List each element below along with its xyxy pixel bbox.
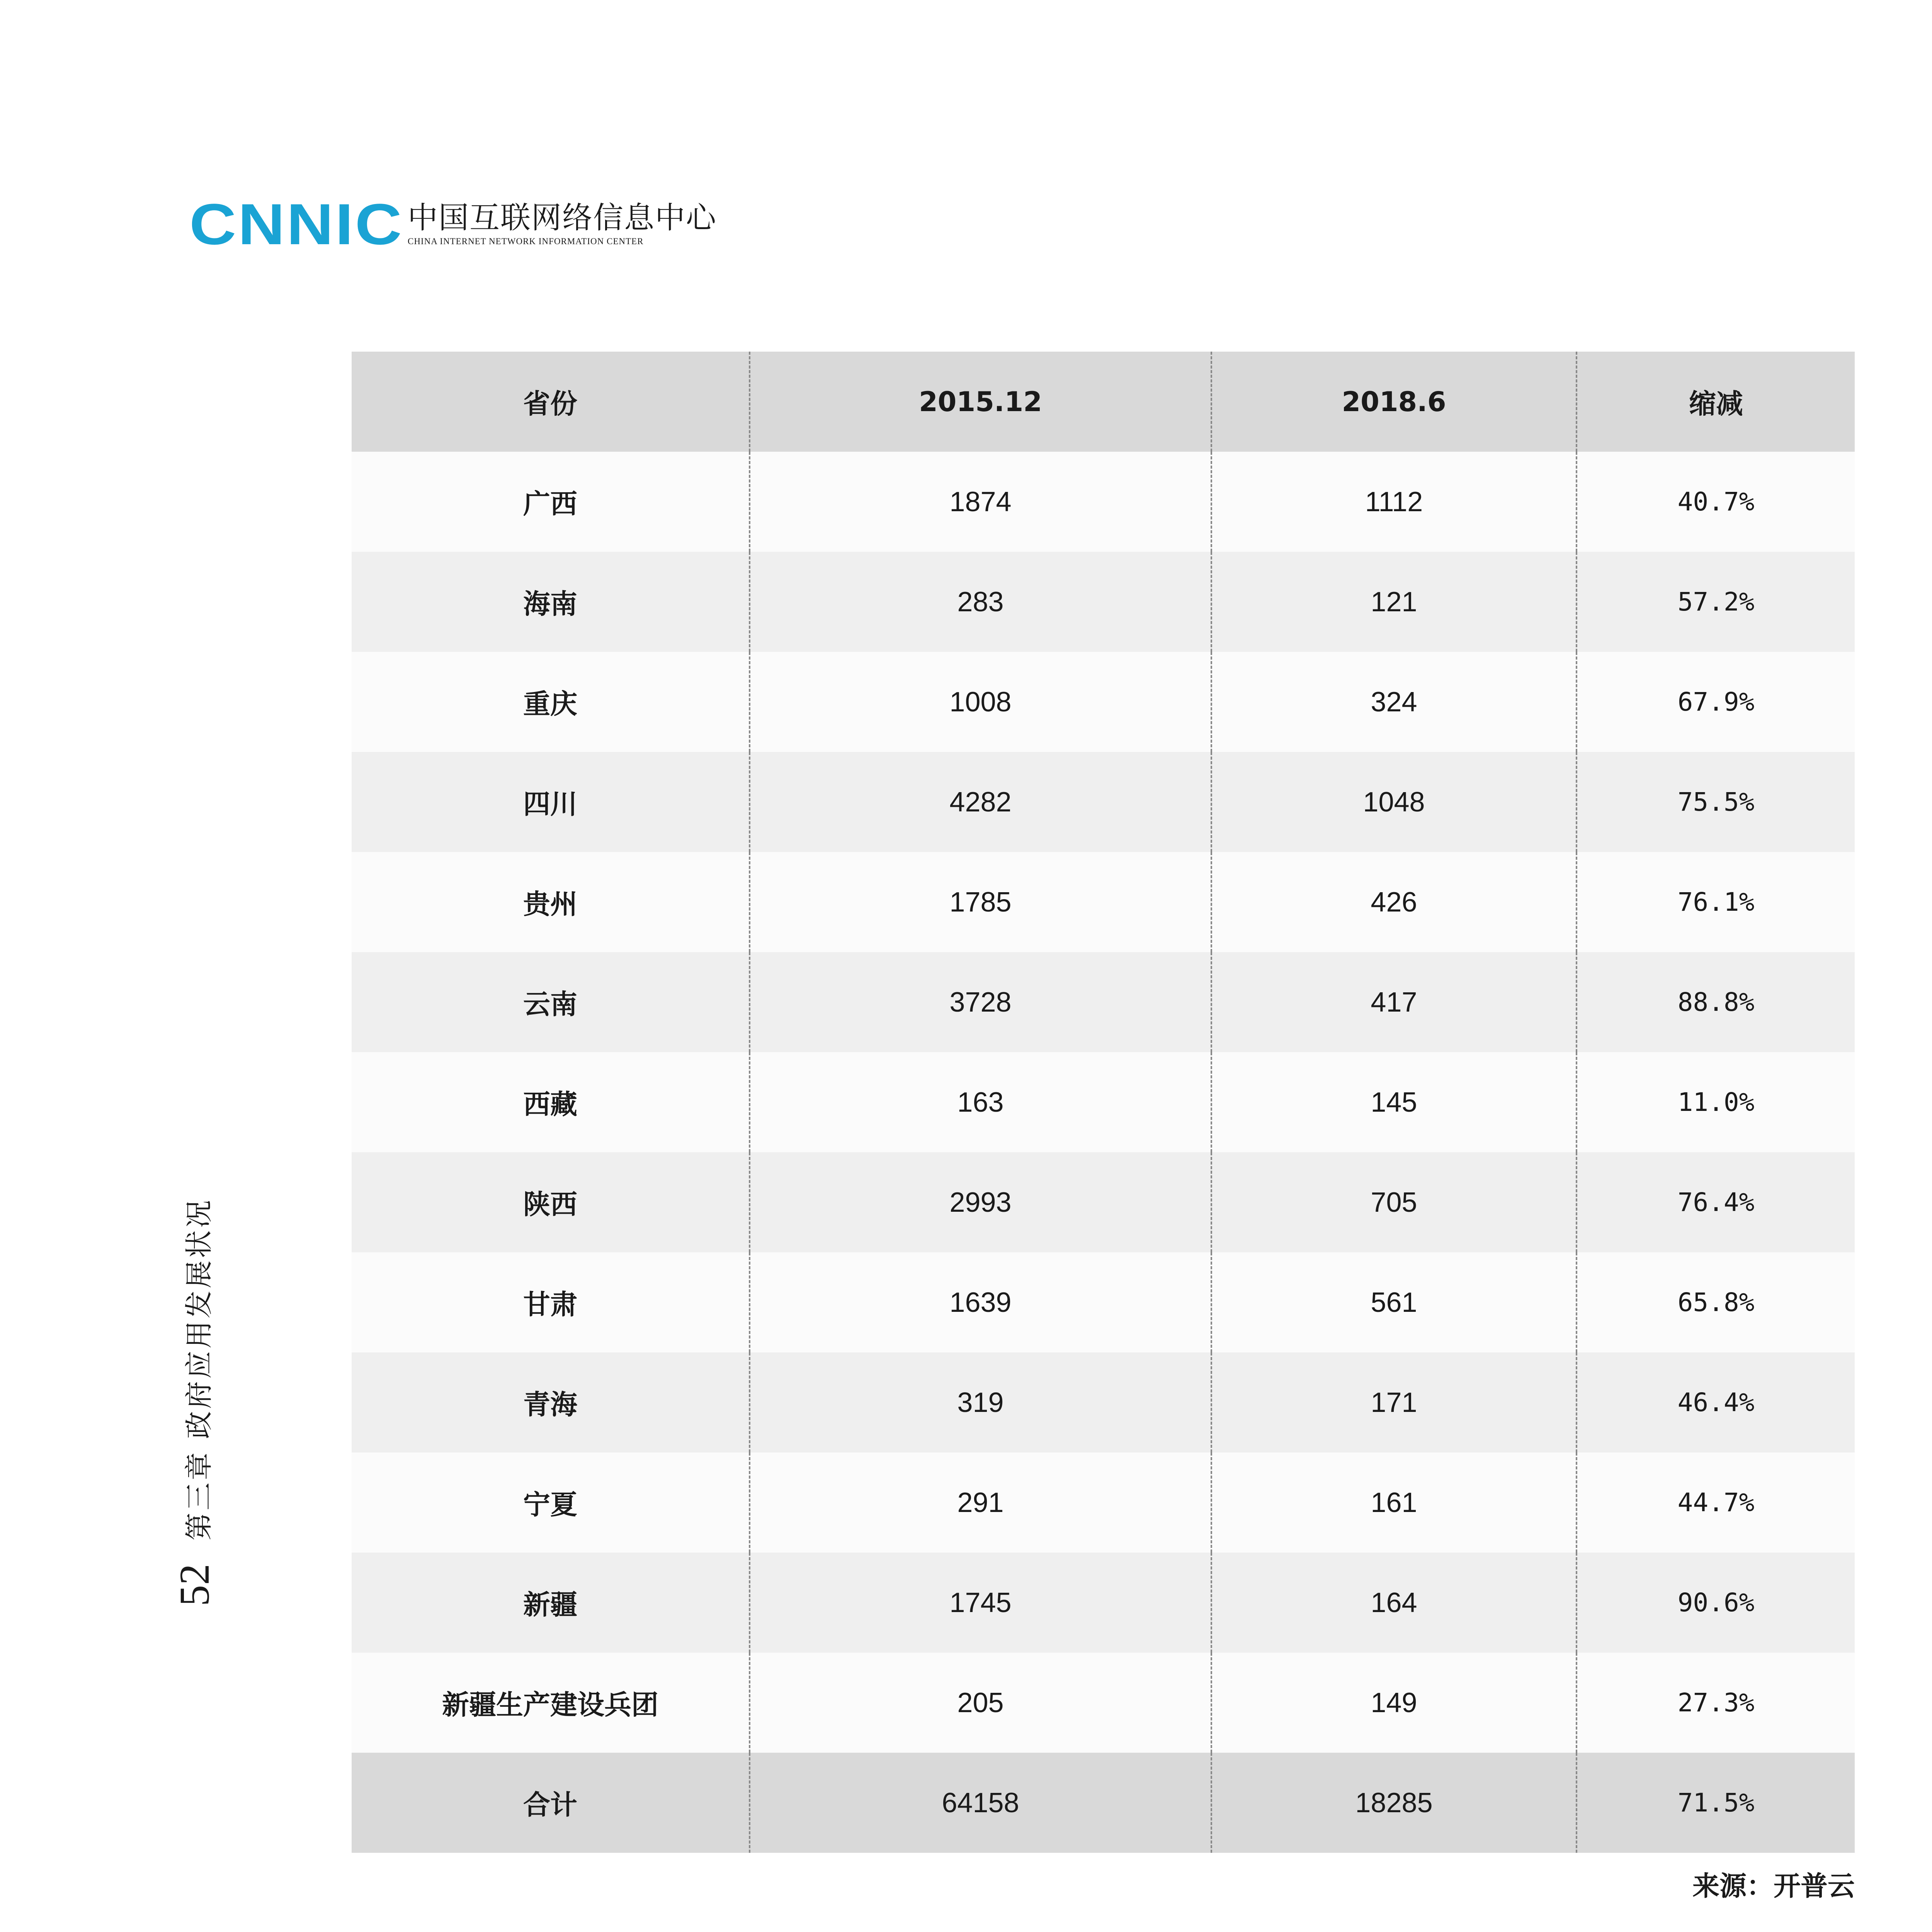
table-row: [352, 1352, 1855, 1452]
cell-2015: 283: [750, 552, 1211, 652]
table-row: [352, 1553, 1855, 1653]
org-name-cn: 中国互联网络信息中心: [407, 201, 717, 236]
cell-province: 重庆: [523, 688, 577, 720]
cell-2015: 1008: [750, 652, 1211, 752]
header-2015: 2015.12: [750, 352, 1211, 452]
table-row: [352, 1252, 1855, 1352]
page-number: 52: [171, 1563, 218, 1606]
cell-2015: 2993: [750, 1152, 1211, 1252]
province-website-table-container: [352, 352, 1855, 1902]
cell-reduction: 71.5%: [1577, 1753, 1855, 1853]
side-running-head: [170, 1198, 219, 1606]
table-source: 来源：开普云: [1692, 1870, 1855, 1902]
cell-reduction: 67.9%: [1577, 652, 1855, 752]
cell-reduction: 40.7%: [1577, 452, 1855, 552]
cell-2015: 4282: [750, 752, 1211, 852]
cell-2018: 121: [1211, 552, 1577, 652]
cnnic-logo: [189, 192, 717, 257]
cell-province: 海南: [523, 588, 577, 620]
province-website-table: [352, 352, 1855, 1853]
cell-province: 合计: [523, 1789, 577, 1821]
table-header-row: [352, 352, 1855, 452]
cell-2015: 1785: [750, 852, 1211, 952]
cell-2018: 426: [1211, 852, 1577, 952]
cell-2018: 324: [1211, 652, 1577, 752]
cell-2018: 705: [1211, 1152, 1577, 1252]
table-row: [352, 1452, 1855, 1553]
cell-2015: 291: [750, 1452, 1211, 1553]
cell-2015: 64158: [750, 1753, 1211, 1853]
cell-province: 青海: [523, 1389, 577, 1420]
org-name-en: CHINA INTERNET NETWORK INFORMATION CENTER: [407, 236, 644, 246]
cell-2015: 3728: [750, 952, 1211, 1052]
cell-2018: 18285: [1211, 1753, 1577, 1853]
cell-2018: 161: [1211, 1452, 1577, 1553]
table-row: [352, 552, 1855, 652]
logo-text: [408, 202, 717, 247]
cell-province: 云南: [523, 988, 577, 1020]
cell-2018: 561: [1211, 1252, 1577, 1352]
table-row: [352, 752, 1855, 852]
table-row: [352, 852, 1855, 952]
cell-2015: 205: [750, 1653, 1211, 1753]
cell-reduction: 44.7%: [1577, 1452, 1855, 1553]
table-row: [352, 452, 1855, 552]
table-row: [352, 952, 1855, 1052]
cell-reduction: 65.8%: [1577, 1252, 1855, 1352]
cell-2015: 1874: [750, 452, 1211, 552]
cell-province: 贵州: [523, 888, 577, 920]
cell-province: 甘肃: [523, 1289, 577, 1320]
cell-reduction: 46.4%: [1577, 1352, 1855, 1452]
cell-reduction: 11.0%: [1577, 1052, 1855, 1152]
header-province: 省份: [523, 388, 577, 420]
cell-2015: 1639: [750, 1252, 1211, 1352]
cell-2018: 1048: [1211, 752, 1577, 852]
cell-2018: 171: [1211, 1352, 1577, 1452]
cell-province: 西藏: [523, 1088, 577, 1120]
cell-reduction: 27.3%: [1577, 1653, 1855, 1753]
table-total-row: [352, 1753, 1855, 1853]
cell-province: 宁夏: [523, 1489, 577, 1520]
table-row: [352, 652, 1855, 752]
cell-province: 四川: [523, 788, 577, 820]
cell-reduction: 88.8%: [1577, 952, 1855, 1052]
cell-2018: 1112: [1211, 452, 1577, 552]
header-2018: 2018.6: [1211, 352, 1577, 452]
table-row: [352, 1152, 1855, 1252]
cell-province: 新疆: [523, 1589, 577, 1621]
cell-reduction: 90.6%: [1577, 1553, 1855, 1653]
cell-2018: 149: [1211, 1653, 1577, 1753]
cell-province: 陕西: [523, 1189, 577, 1220]
table-row: [352, 1052, 1855, 1152]
cell-reduction: 76.1%: [1577, 852, 1855, 952]
cell-2015: 319: [750, 1352, 1211, 1452]
cell-province: 广西: [523, 488, 577, 520]
cell-2018: 145: [1211, 1052, 1577, 1152]
logo-mark: CNNIC: [189, 192, 404, 257]
cell-reduction: 75.5%: [1577, 752, 1855, 852]
header-reduction: 缩减: [1577, 352, 1855, 452]
cell-2015: 1745: [750, 1553, 1211, 1653]
chapter-title: 第三章 政府应用发展状况: [183, 1198, 215, 1541]
cell-2015: 163: [750, 1052, 1211, 1152]
cell-2018: 164: [1211, 1553, 1577, 1653]
cell-reduction: 57.2%: [1577, 552, 1855, 652]
cell-2018: 417: [1211, 952, 1577, 1052]
cell-reduction: 76.4%: [1577, 1152, 1855, 1252]
cell-province: 新疆生产建设兵团: [442, 1689, 658, 1721]
table-row: [352, 1653, 1855, 1753]
